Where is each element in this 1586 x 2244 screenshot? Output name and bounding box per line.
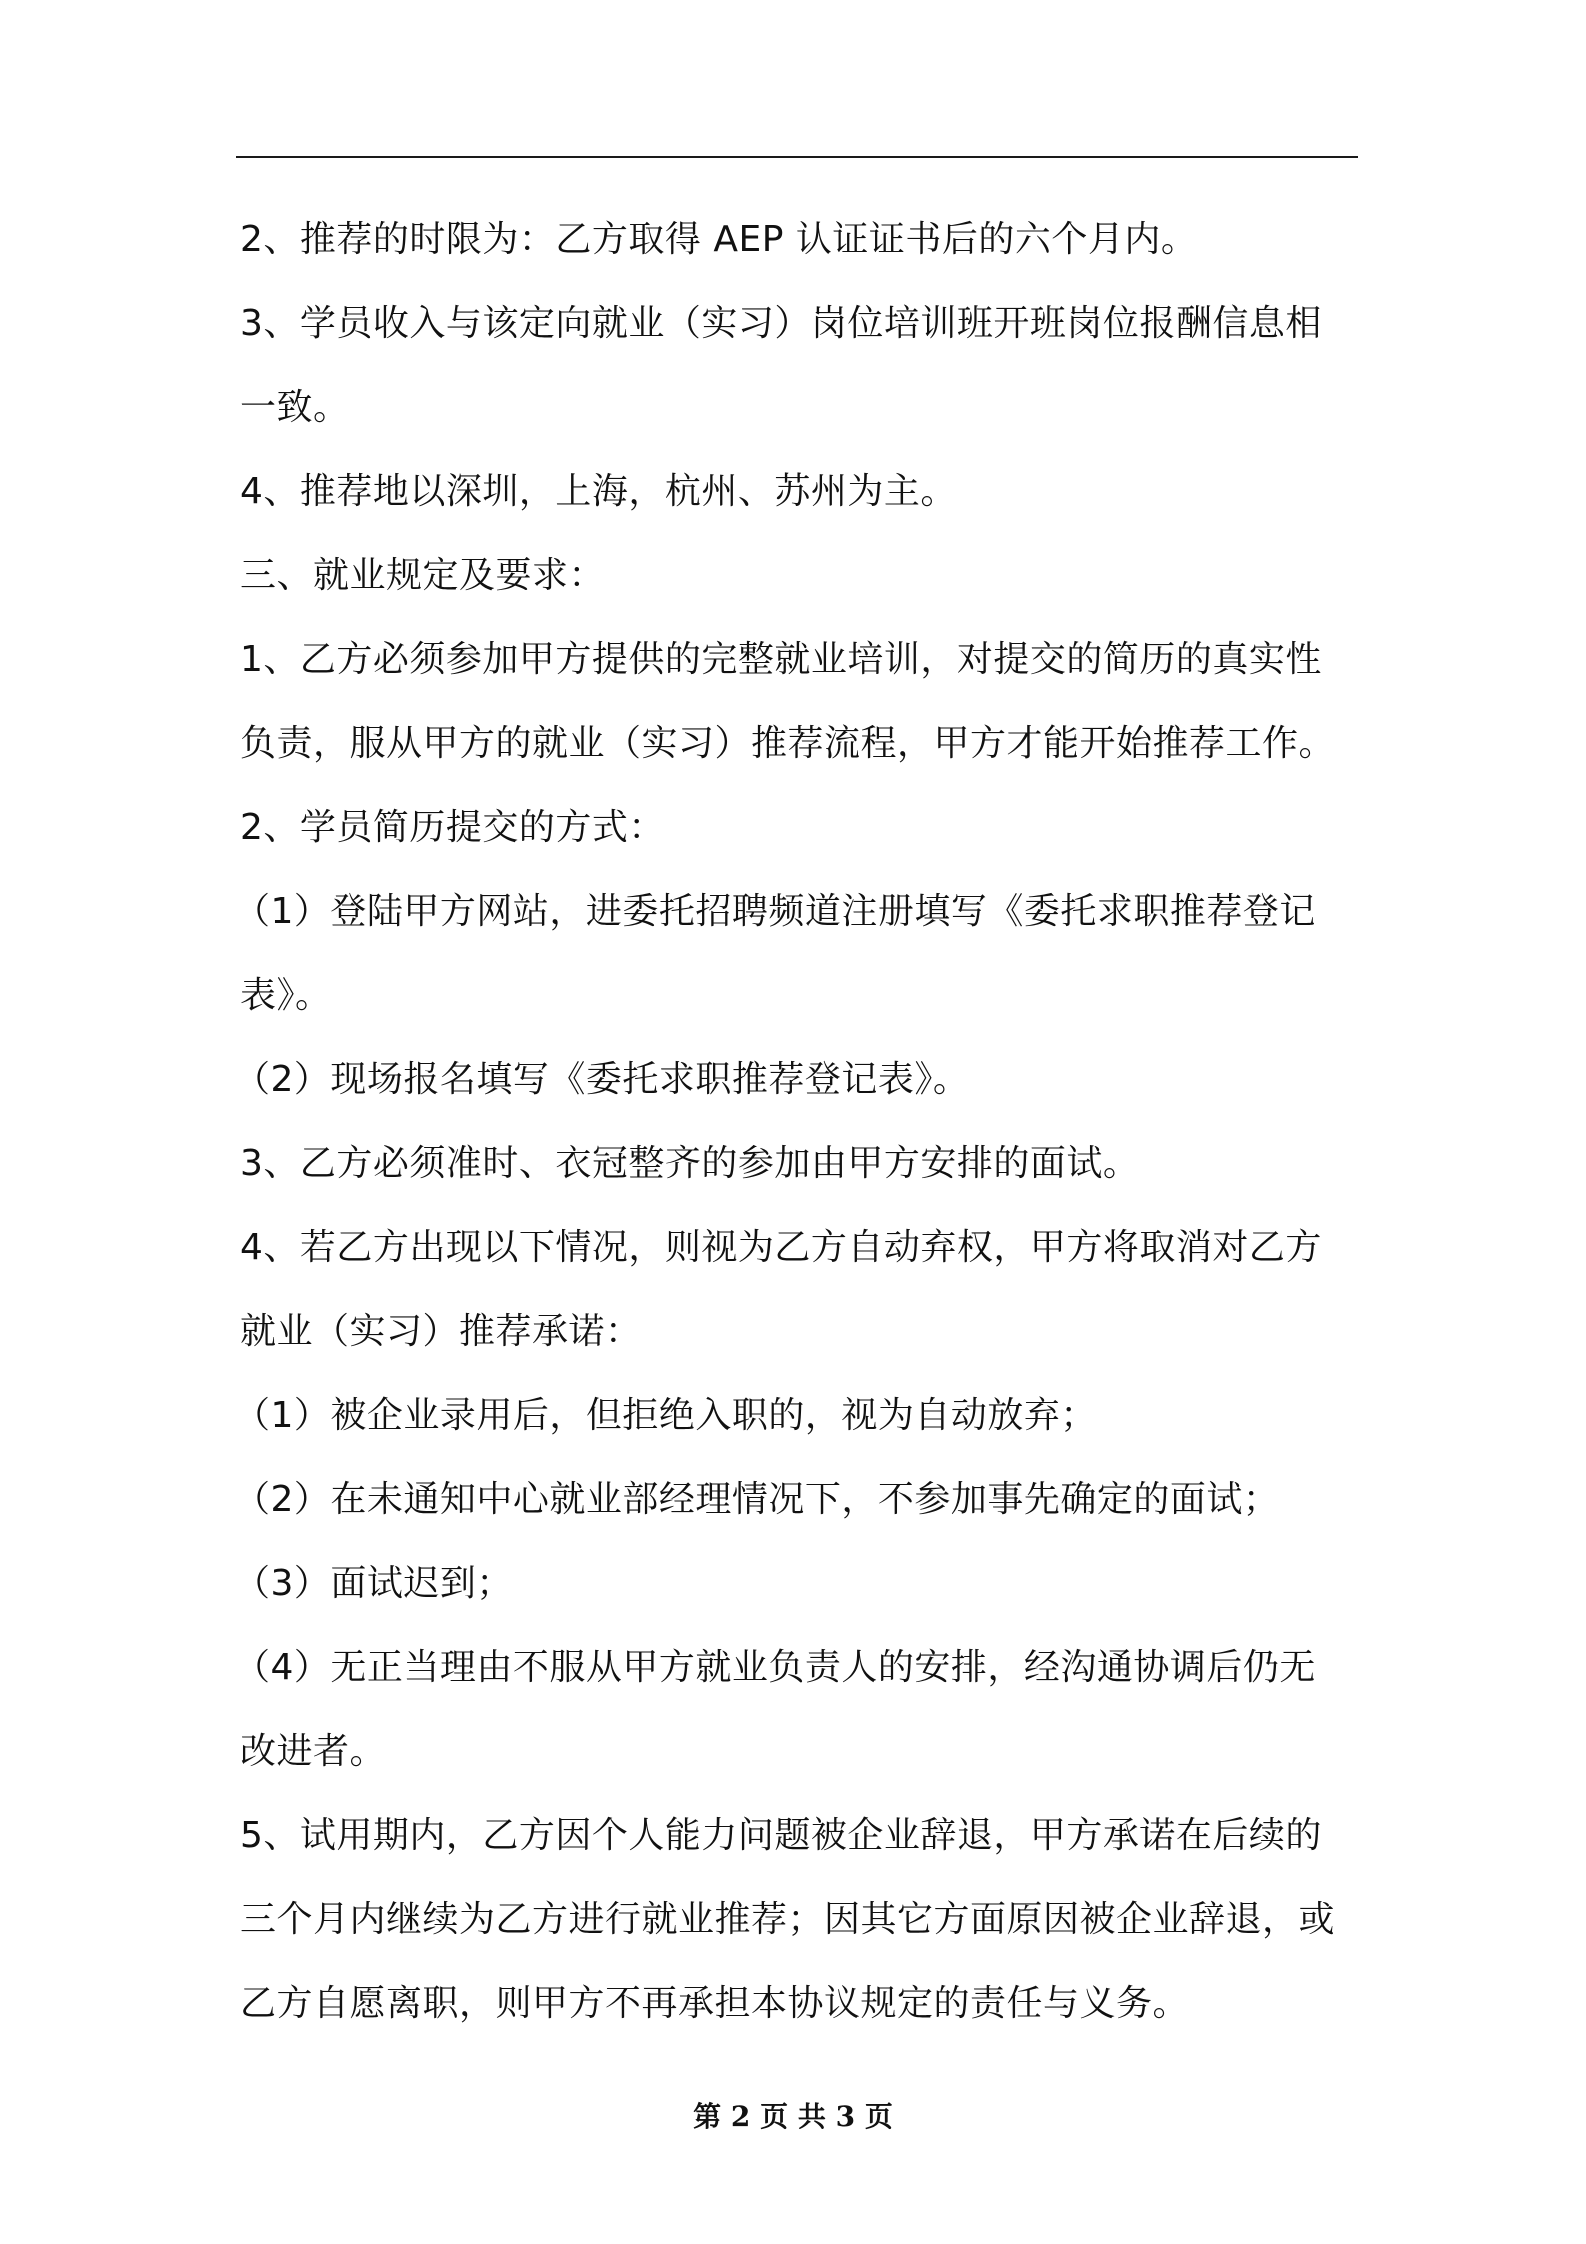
line-13: 4、若乙方出现以下情况，则视为乙方自动弃权，甲方将取消对乙方 bbox=[240, 1227, 1322, 1268]
header-divider bbox=[236, 156, 1358, 158]
line-10: 表》。 bbox=[240, 975, 332, 1016]
line-9: （1）登陆甲方网站，进委托招聘频道注册填写《委托求职推荐登记 bbox=[234, 891, 1316, 932]
line-16: （2）在未通知中心就业部经理情况下，不参加事先确定的面试； bbox=[234, 1479, 1280, 1520]
line-3: 一致。 bbox=[240, 387, 350, 428]
line-21: 三个月内继续为乙方进行就业推荐；因其它方面原因被企业辞退，或 bbox=[240, 1899, 1336, 1940]
line-8: 2、学员简历提交的方式： bbox=[240, 807, 665, 848]
page-footer bbox=[0, 2097, 1586, 2137]
line-18: （4）无正当理由不服从甲方就业负责人的安排，经沟通协调后仍无 bbox=[234, 1647, 1316, 1688]
line-15: （1）被企业录用后，但拒绝入职的，视为自动放弃； bbox=[234, 1395, 1097, 1436]
line-7: 负责，服从甲方的就业（实习）推荐流程，甲方才能开始推荐工作。 bbox=[240, 723, 1336, 764]
line-19: 改进者。 bbox=[240, 1731, 387, 1772]
line-14: 就业（实习）推荐承诺： bbox=[240, 1311, 642, 1352]
line-11: （2）现场报名填写《委托求职推荐登记表》。 bbox=[234, 1059, 970, 1100]
line-1: 2、推荐的时限为：乙方取得 AEP 认证证书后的六个月内。 bbox=[240, 219, 1198, 260]
line-6: 1、乙方必须参加甲方提供的完整就业培训，对提交的简历的真实性 bbox=[240, 639, 1322, 680]
page-number-label: 第 2 页 共 3 页 bbox=[693, 2100, 893, 2133]
section-heading: 三、就业规定及要求： bbox=[240, 555, 606, 596]
document-body bbox=[234, 198, 1360, 2046]
line-12: 3、乙方必须准时、衣冠整齐的参加由甲方安排的面试。 bbox=[240, 1143, 1140, 1184]
line-4: 4、推荐地以深圳，上海，杭州、苏州为主。 bbox=[240, 471, 957, 512]
line-22: 乙方自愿离职，则甲方不再承担本协议规定的责任与义务。 bbox=[240, 1983, 1190, 2024]
line-20: 5、试用期内，乙方因个人能力问题被企业辞退，甲方承诺在后续的 bbox=[240, 1815, 1322, 1856]
line-17: （3）面试迟到； bbox=[234, 1563, 513, 1604]
line-2: 3、学员收入与该定向就业（实习）岗位培训班开班岗位报酬信息相 bbox=[240, 303, 1322, 344]
